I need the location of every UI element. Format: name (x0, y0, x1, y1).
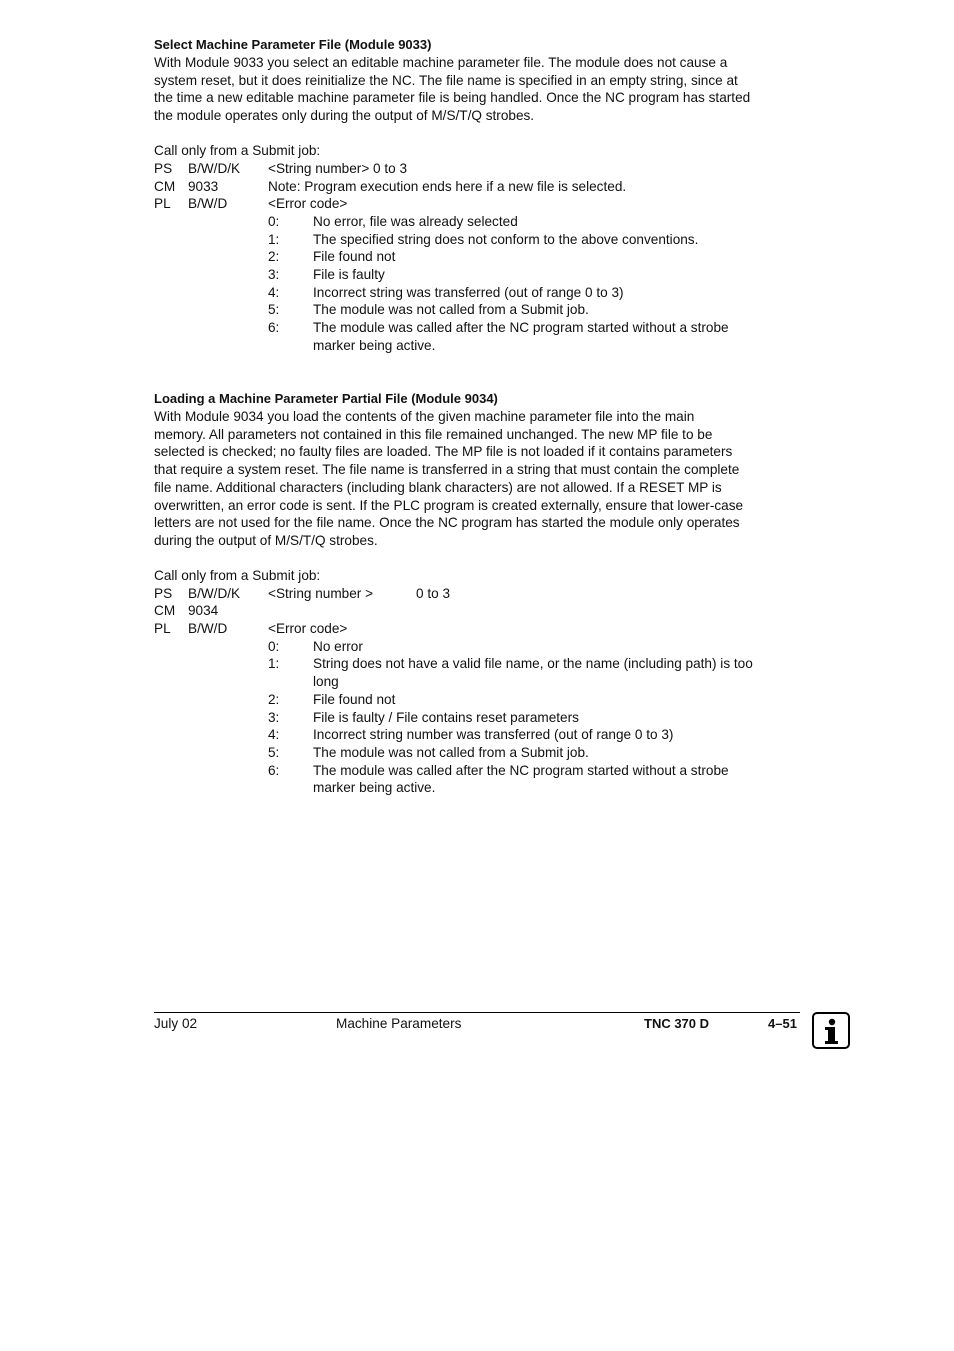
paragraph-line: during the output of M/S/T/Q strobes. (154, 532, 378, 548)
footer-rule (154, 1012, 800, 1013)
cm-desc: Note: Program execution ends here if a new file is selected. (268, 179, 627, 194)
info-i-glyph (814, 1014, 848, 1047)
error-text-continued: marker being active. (313, 338, 436, 353)
error-number: 4: (268, 727, 280, 742)
ps-key: PS (154, 586, 173, 601)
pl-desc: <Error code> (268, 196, 348, 211)
error-text: The module was not called from a Submit job. (313, 302, 589, 317)
paragraph-line: the module operates only during the output of M/S/T/Q strobes. (154, 108, 535, 124)
footer-doc-title: Machine Parameters (336, 1016, 462, 1031)
section1-paragraph (154, 54, 799, 125)
error-text: The module was called after the NC program started without a strobe (313, 320, 729, 335)
cm-key: CM (154, 603, 176, 618)
ps-type: B/W/D/K (188, 586, 241, 601)
error-number: 5: (268, 302, 280, 317)
error-text: File found not (313, 249, 396, 264)
pl-type: B/W/D (188, 621, 228, 636)
ps-key: PS (154, 161, 173, 176)
error-number: 3: (268, 267, 280, 282)
error-number: 1: (268, 232, 280, 247)
error-text: No error (313, 639, 363, 654)
paragraph-line: memory. All parameters not contained in this file remained unchanged. The new MP file to be (154, 426, 713, 442)
cm-type: 9033 (188, 179, 219, 194)
paragraph-line: With Module 9034 you load the contents of the given machine parameter file into the main (154, 409, 695, 424)
error-text: Incorrect string number was transferred (out of range 0 to 3) (313, 727, 674, 742)
pl-desc: <Error code> (268, 621, 348, 636)
error-text: File found not (313, 692, 396, 707)
error-text: The module was called after the NC program started without a strobe (313, 763, 729, 778)
cm-type: 9034 (188, 603, 219, 618)
pl-key: PL (154, 621, 171, 636)
error-text: File is faulty (313, 267, 385, 282)
paragraph-line: selected is checked; no faulty files are loaded. The MP file is not loaded if it contains parameters (154, 444, 733, 460)
paragraph-line: With Module 9033 you select an editable machine parameter file. The module does not cause a (154, 55, 728, 70)
paragraph-line: system reset, but it does reinitialize the NC. The file name is specified in an empty string, since at (154, 72, 738, 88)
error-number: 3: (268, 710, 280, 725)
paragraph-line: letters are not used for the file name. Once the NC program has started the module only operates (154, 515, 740, 531)
error-text: The specified string does not conform to the above conventions. (313, 232, 699, 247)
paragraph-line: file name. Additional characters (including blank characters) are not allowed. If a RESET MP is (154, 479, 722, 495)
section1-call-note: Call only from a Submit job: (154, 143, 321, 158)
error-text: File is faulty / File contains reset parameters (313, 710, 579, 725)
pl-key: PL (154, 196, 171, 211)
pl-type: B/W/D (188, 196, 228, 211)
error-number: 2: (268, 692, 280, 707)
error-number: 6: (268, 763, 280, 778)
footer-page-number: 4–51 (768, 1016, 797, 1031)
ps-desc: <String number> 0 to 3 (268, 161, 408, 176)
error-text-continued: long (313, 674, 339, 689)
error-text: The module was not called from a Submit job. (313, 745, 589, 760)
error-number: 1: (268, 656, 280, 671)
error-number: 6: (268, 320, 280, 335)
footer-model: TNC 370 D (644, 1016, 710, 1031)
error-text: Incorrect string was transferred (out of range 0 to 3) (313, 285, 624, 300)
cm-key: CM (154, 179, 176, 194)
error-number: 0: (268, 639, 280, 654)
error-number: 5: (268, 745, 280, 760)
section1-title: Select Machine Parameter File (Module 9033) (154, 37, 432, 52)
error-number: 4: (268, 285, 280, 300)
error-text: No error, file was already selected (313, 214, 518, 229)
error-text: String does not have a valid file name, or the name (including path) is too (313, 656, 753, 671)
ps-desc: <String number > (268, 586, 374, 601)
section2-title: Loading a Machine Parameter Partial File (Module 9034) (154, 391, 498, 406)
ps-type: B/W/D/K (188, 161, 241, 176)
error-text-continued: marker being active. (313, 780, 436, 795)
footer-date: July 02 (154, 1016, 198, 1031)
paragraph-line: the time a new editable machine parameter file is being handled. Once the NC program has started (154, 90, 751, 106)
error-number: 2: (268, 249, 280, 264)
paragraph-line: overwritten, an error code is sent. If the PLC program is created externally, ensure that lower-case (154, 497, 744, 513)
section2-call-note: Call only from a Submit job: (154, 568, 321, 583)
section2-paragraph (154, 408, 799, 550)
info-icon (812, 1012, 850, 1049)
error-number: 0: (268, 214, 280, 229)
paragraph-line: that require a system reset. The file name is transferred in a string that must contain the complete (154, 462, 740, 478)
ps-range: 0 to 3 (416, 586, 451, 601)
